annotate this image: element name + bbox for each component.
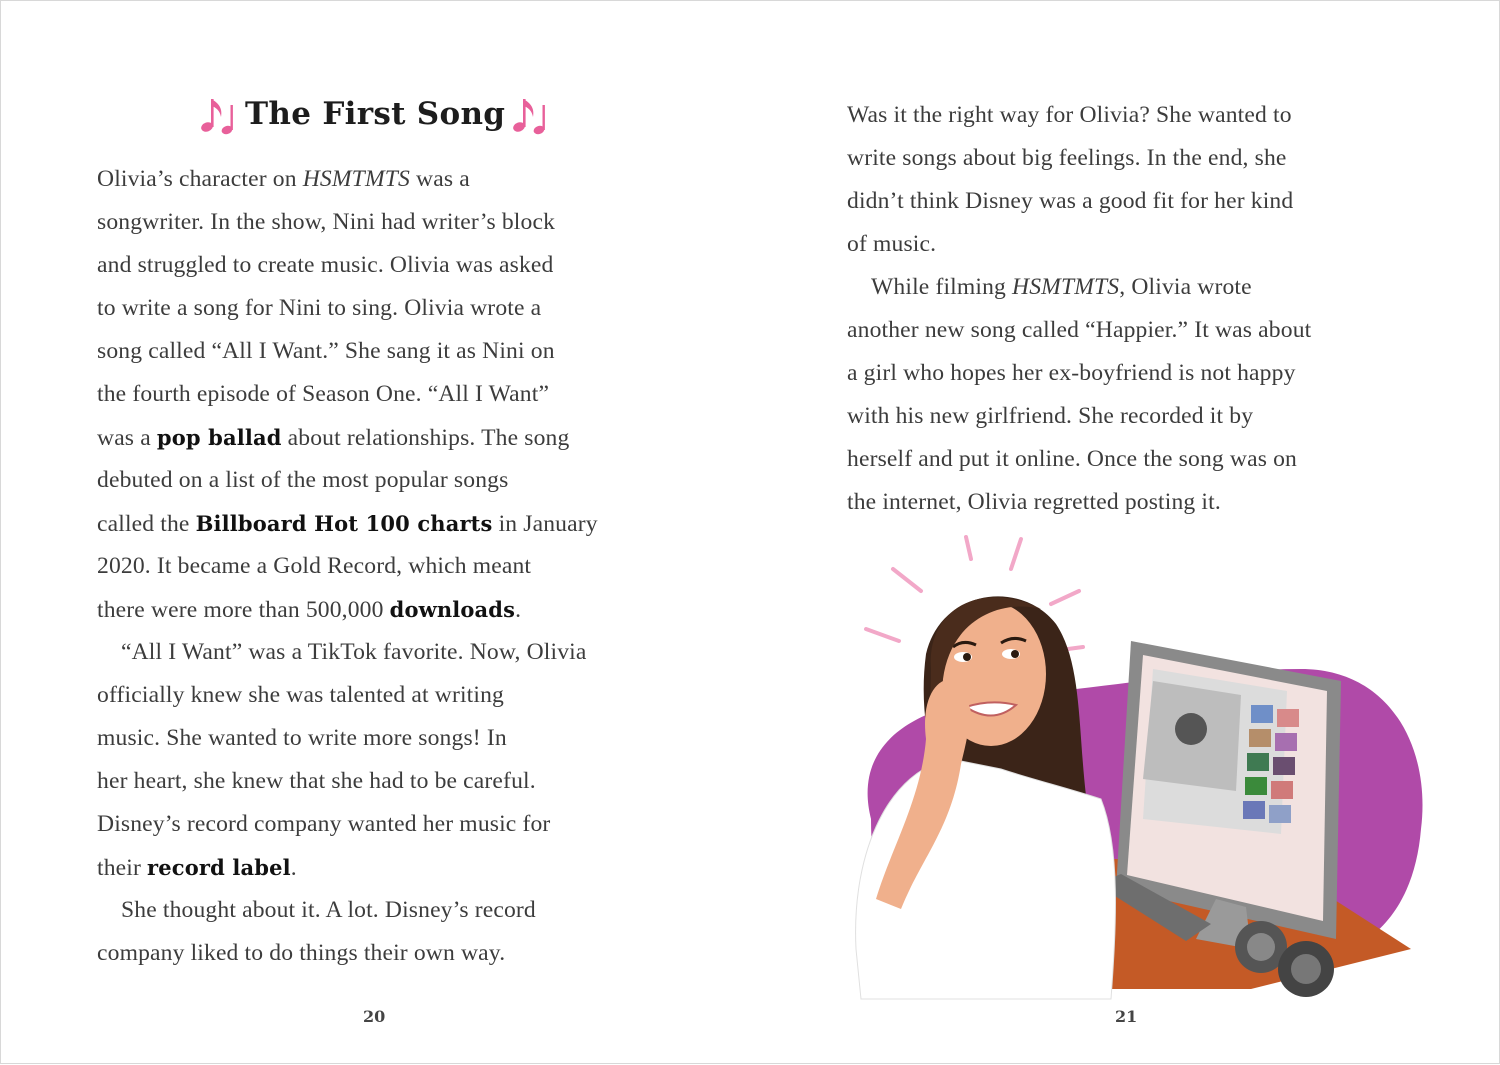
text-segment: . [290,855,297,881]
text-line [97,459,667,502]
text-segment: “All I Want” was a TikTok favorite. Now, Olivia [121,639,587,665]
glossary-term: pop ballad [156,425,282,450]
right-page [751,1,1500,1065]
text-segment: her heart, she knew that she had to be careful. [97,768,536,794]
text-segment: While filming [871,274,1013,300]
text-segment: the internet, Olivia regretted posting it. [847,489,1221,515]
glossary-term: Billboard Hot 100 charts [195,511,493,536]
text-segment: She thought about it. A lot. Disney’s record [121,897,536,923]
text-segment: song called “All I Want.” She sang it as Nini on [97,338,555,364]
text-line [97,158,667,201]
text-line [847,223,1417,266]
text-line [97,373,667,416]
chapter-heading [199,89,551,139]
text-segment: and struggled to create music. Olivia was asked [97,252,554,278]
glossary-term: downloads [389,597,516,622]
glossary-term: record label [147,855,291,880]
text-segment: another new song called “Happier.” It was about [847,317,1312,343]
text-line [97,502,667,545]
text-segment: company liked to do things their own way. [97,940,506,966]
text-line [847,438,1417,481]
text-segment: music. She wanted to write more songs! In [97,725,507,751]
text-segment: , Olivia wrote [1119,274,1252,300]
text-segment: to write a song for Nini to sing. Olivia wrote a [97,295,542,321]
text-line [847,481,1417,524]
music-note-icon [511,93,551,135]
text-line [97,631,667,674]
text-line [97,588,667,631]
text-segment: songwriter. In the show, Nini had writer’s block [97,209,556,235]
text-line [97,760,667,803]
text-segment: their [97,855,148,881]
text-line [97,244,667,287]
text-line [97,717,667,760]
text-segment: about relationships. The song [281,425,570,451]
text-segment: was a [409,166,470,192]
left-page [1,1,751,1065]
text-segment: of music. [847,231,937,257]
text-line [97,803,667,846]
text-segment: didn’t think Disney was a good fit for her kind [847,188,1294,214]
text-line [97,545,667,588]
text-line [847,395,1417,438]
left-page-body [97,158,667,975]
text-line [847,180,1417,223]
text-line [97,674,667,717]
text-line [847,352,1417,395]
right-page-body [847,94,1417,524]
text-segment: in January [492,511,598,537]
text-line [97,932,667,975]
text-line [847,137,1417,180]
text-segment: herself and put it online. Once the song was on [847,446,1297,472]
music-note-icon [199,93,239,135]
italic-title: HSMTMTS [1012,274,1120,300]
italic-title: HSMTMTS [302,166,410,192]
text-line [97,287,667,330]
text-segment: Disney’s record company wanted her music for [97,811,551,837]
illustration-girl-at-computer [831,529,1431,1009]
page-number: 21 [1115,1007,1138,1026]
text-segment: there were more than 500,000 [97,597,390,623]
text-segment: the fourth episode of Season One. “All I Want” [97,381,550,407]
text-line [97,201,667,244]
text-line [97,330,667,373]
text-segment: debuted on a list of the most popular songs [97,467,509,493]
text-line [97,846,667,889]
text-line [97,416,667,459]
text-line [847,266,1417,309]
chapter-title: The First Song [245,96,506,132]
text-segment: 2020. It became a Gold Record, which meant [97,553,532,579]
text-line [97,889,667,932]
text-line [847,309,1417,352]
text-segment: . [515,597,522,623]
text-segment: write songs about big feelings. In the end, she [847,145,1287,171]
text-segment: Was it the right way for Olivia? She wanted to [847,102,1292,128]
text-line [847,94,1417,137]
text-segment: called the [97,511,196,537]
text-segment: officially knew she was talented at writing [97,682,504,708]
text-segment: with his new girlfriend. She recorded it by [847,403,1254,429]
text-segment: was a [97,425,157,451]
text-segment: Olivia’s character on [97,166,303,192]
text-segment: a girl who hopes her ex-boyfriend is not happy [847,360,1296,386]
page-number: 20 [363,1007,386,1026]
